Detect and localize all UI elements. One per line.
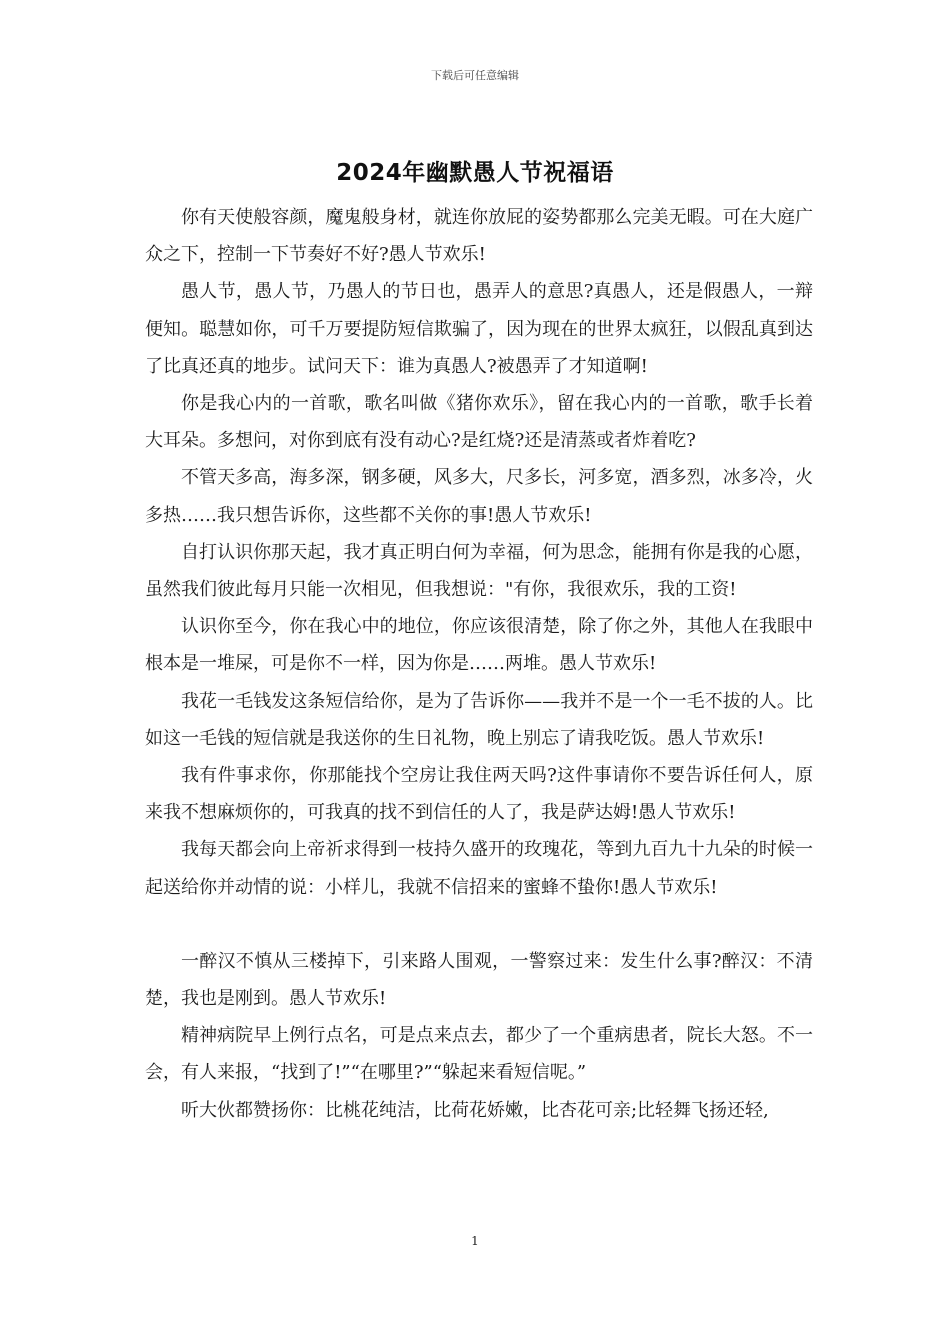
paragraph: 认识你至今，你在我心中的地位，你应该很清楚，除了你之外，其他人在我眼中根本是一堆屎，可是你不一样，因为你是……两堆。愚人节欢乐!	[145, 616, 813, 675]
paragraph: 我每天都会向上帝祈求得到一枝持久盛开的玫瑰花，等到九百九十九朵的时候一起送给你并动情的说：小样儿，我就不信招来的蜜蜂不蛰你!愚人节欢乐!	[145, 839, 813, 898]
paragraph: 你是我心内的一首歌，歌名叫做《猪你欢乐》，留在我心内的一首歌，歌手长着大耳朵。多想问，对你到底有没有动心?是红烧?还是清蒸或者炸着吃?	[145, 393, 813, 452]
paragraph: 听大伙都赞扬你：比桃花纯洁，比荷花娇嫩，比杏花可亲;比轻舞飞扬还轻,	[181, 1099, 769, 1121]
paragraph: 一醉汉不慎从三楼掉下，引来路人围观，一警察过来：发生什么事?醉汉：不清楚，我也是刚到。愚人节欢乐!	[145, 950, 813, 1010]
document-title: 2024年幽默愚人节祝福语	[336, 160, 614, 186]
paragraph: 精神病院早上例行点名，可是点来点去，都少了一个重病患者，院长大怒。不一会，有人来报，“找到了!”“在哪里?”“躲起来看短信呢。”	[145, 1025, 813, 1084]
header-note: 下载后可任意编辑	[431, 69, 519, 82]
paragraph: 我有件事求你，你那能找个空房让我住两天吗?这件事请你不要告诉任何人，原来我不想麻烦你的，可我真的找不到信任的人了，我是萨达姆!愚人节欢乐!	[145, 765, 813, 824]
paragraph: 愚人节，愚人节，乃愚人的节日也，愚弄人的意思?真愚人，还是假愚人，一辩便知。聪慧如你，可千万要提防短信欺骗了，因为现在的世界太疯狂，以假乱真到达了比真还真的地步。试问天下：谁为真愚人?被愚弄了才知道啊!	[145, 281, 813, 377]
paragraph: 自打认识你那天起，我才真正明白何为幸福，何为思念，能拥有你是我的心愿，虽然我们彼此每月只能一次相见，但我想说："有你，我很欢乐，我的工资!	[145, 541, 813, 601]
paragraph: 不管天多高，海多深，钢多硬，风多大，尺多长，河多宽，酒多烈，冰多冷，火多热……我只想告诉你，这些都不关你的事!愚人节欢乐!	[145, 467, 813, 526]
document-body	[145, 199, 813, 1129]
paragraph: 我花一毛钱发这条短信给你，是为了告诉你——我并不是一个一毛不拔的人。比如这一毛钱的短信就是我送你的生日礼物，晚上别忘了请我吃饭。愚人节欢乐!	[145, 690, 813, 749]
paragraph: 你有天使般容颜，魔鬼般身材，就连你放屁的姿势都那么完美无暇。可在大庭广众之下，控制一下节奏好不好?愚人节欢乐!	[145, 207, 813, 266]
page-number: 1	[471, 1234, 479, 1248]
